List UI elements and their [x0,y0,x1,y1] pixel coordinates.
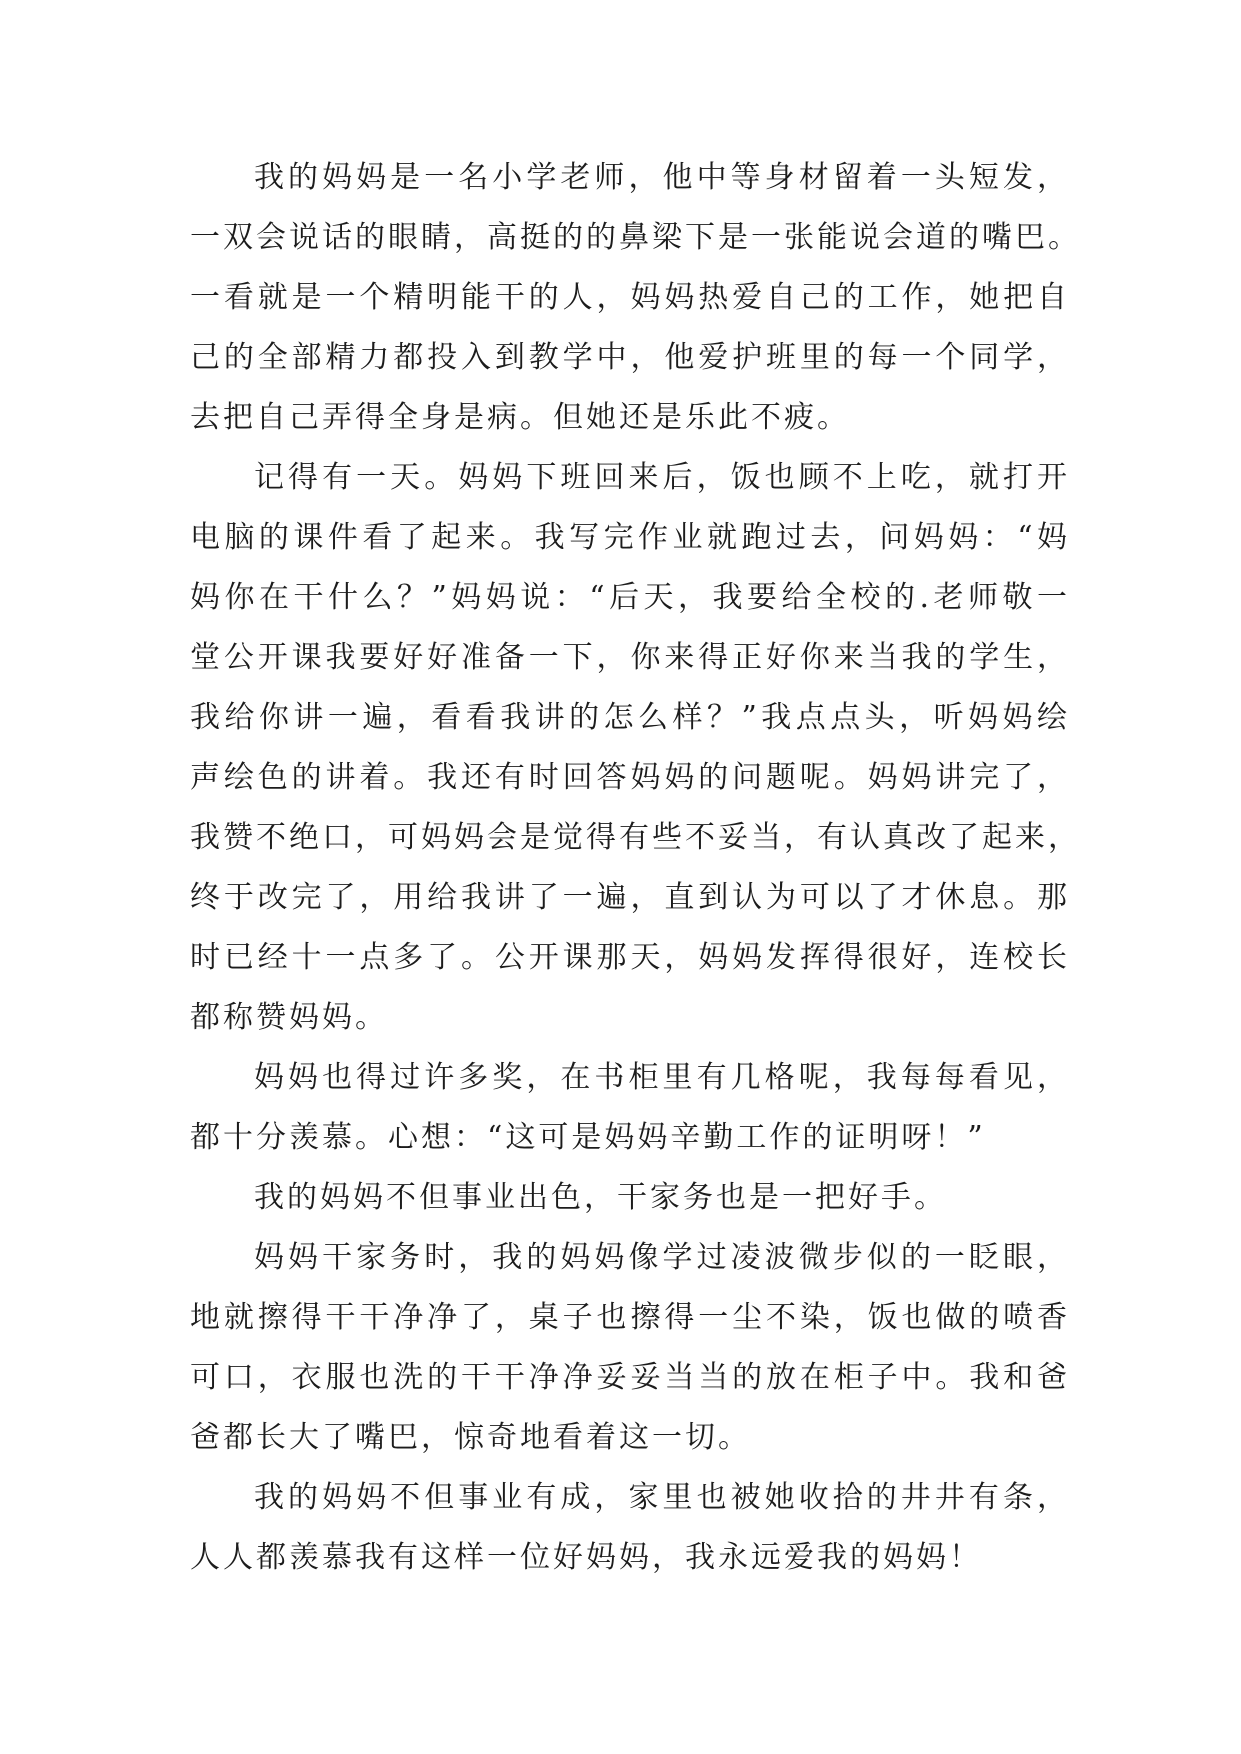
text-line: 一双会说话的眼睛，高挺的的鼻梁下是一张能说会道的嘴巴。 [190,220,1081,255]
text-line: 都称赞妈妈。 [190,1000,388,1035]
text-line: 终于改完了，用给我讲了一遍，直到认为可以了才休息。那 [190,880,1070,915]
text-line: 去把自己弄得全身是病。但她还是乐此不疲。 [190,400,850,435]
text-line: 我的妈妈不但事业出色，干家务也是一把好手。 [254,1180,947,1215]
text-line: 记得有一天。妈妈下班回来后，饭也顾不上吃，就打开 [254,460,1070,495]
text-line: 己的全部精力都投入到教学中，他爱护班里的每一个同学， [190,340,1070,375]
text-line: 声绘色的讲着。我还有时回答妈妈的问题呢。妈妈讲完了， [190,760,1070,795]
text-line: 可口，衣服也洗的干干净净妥妥当当的放在柜子中。我和爸 [190,1360,1070,1395]
text-line: 一看就是一个精明能干的人，妈妈热爱自己的工作，她把自 [190,280,1070,315]
text-line: 我的妈妈是一名小学老师，他中等身材留着一头短发， [254,160,1070,195]
text-line: 我给你讲一遍，看看我讲的怎么样？”我点点头，听妈妈绘 [190,700,1070,735]
text-line: 妈妈干家务时，我的妈妈像学过凌波微步似的一眨眼， [254,1240,1070,1275]
text-line: 电脑的课件看了起来。我写完作业就跑过去，问妈妈：“妈 [190,520,1070,555]
text-line: 地就擦得干干净净了，桌子也擦得一尘不染，饭也做的喷香 [190,1300,1070,1335]
text-line: 都十分羡慕。心想：“这可是妈妈辛勤工作的证明呀！” [190,1120,986,1155]
text-line: 我赞不绝口，可妈妈会是觉得有些不妥当，有认真改了起来， [190,820,1081,855]
essay-body [190,160,1081,1603]
text-line: 人人都羡慕我有这样一位好妈妈，我永远爱我的妈妈！ [190,1540,982,1575]
text-line: 我的妈妈不但事业有成，家里也被她收拾的井井有条， [254,1480,1070,1515]
text-line: 时已经十一点多了。公开课那天，妈妈发挥得很好，连校长 [190,940,1070,975]
text-line: 爸都长大了嘴巴，惊奇地看着这一切。 [190,1420,751,1455]
text-line: 堂公开课我要好好准备一下，你来得正好你来当我的学生， [190,640,1070,675]
text-line: 妈你在干什么？”妈妈说：“后天，我要给全校的.老师敬一 [190,580,1070,615]
text-line: 妈妈也得过许多奖，在书柜里有几格呢，我每每看见， [254,1060,1070,1095]
